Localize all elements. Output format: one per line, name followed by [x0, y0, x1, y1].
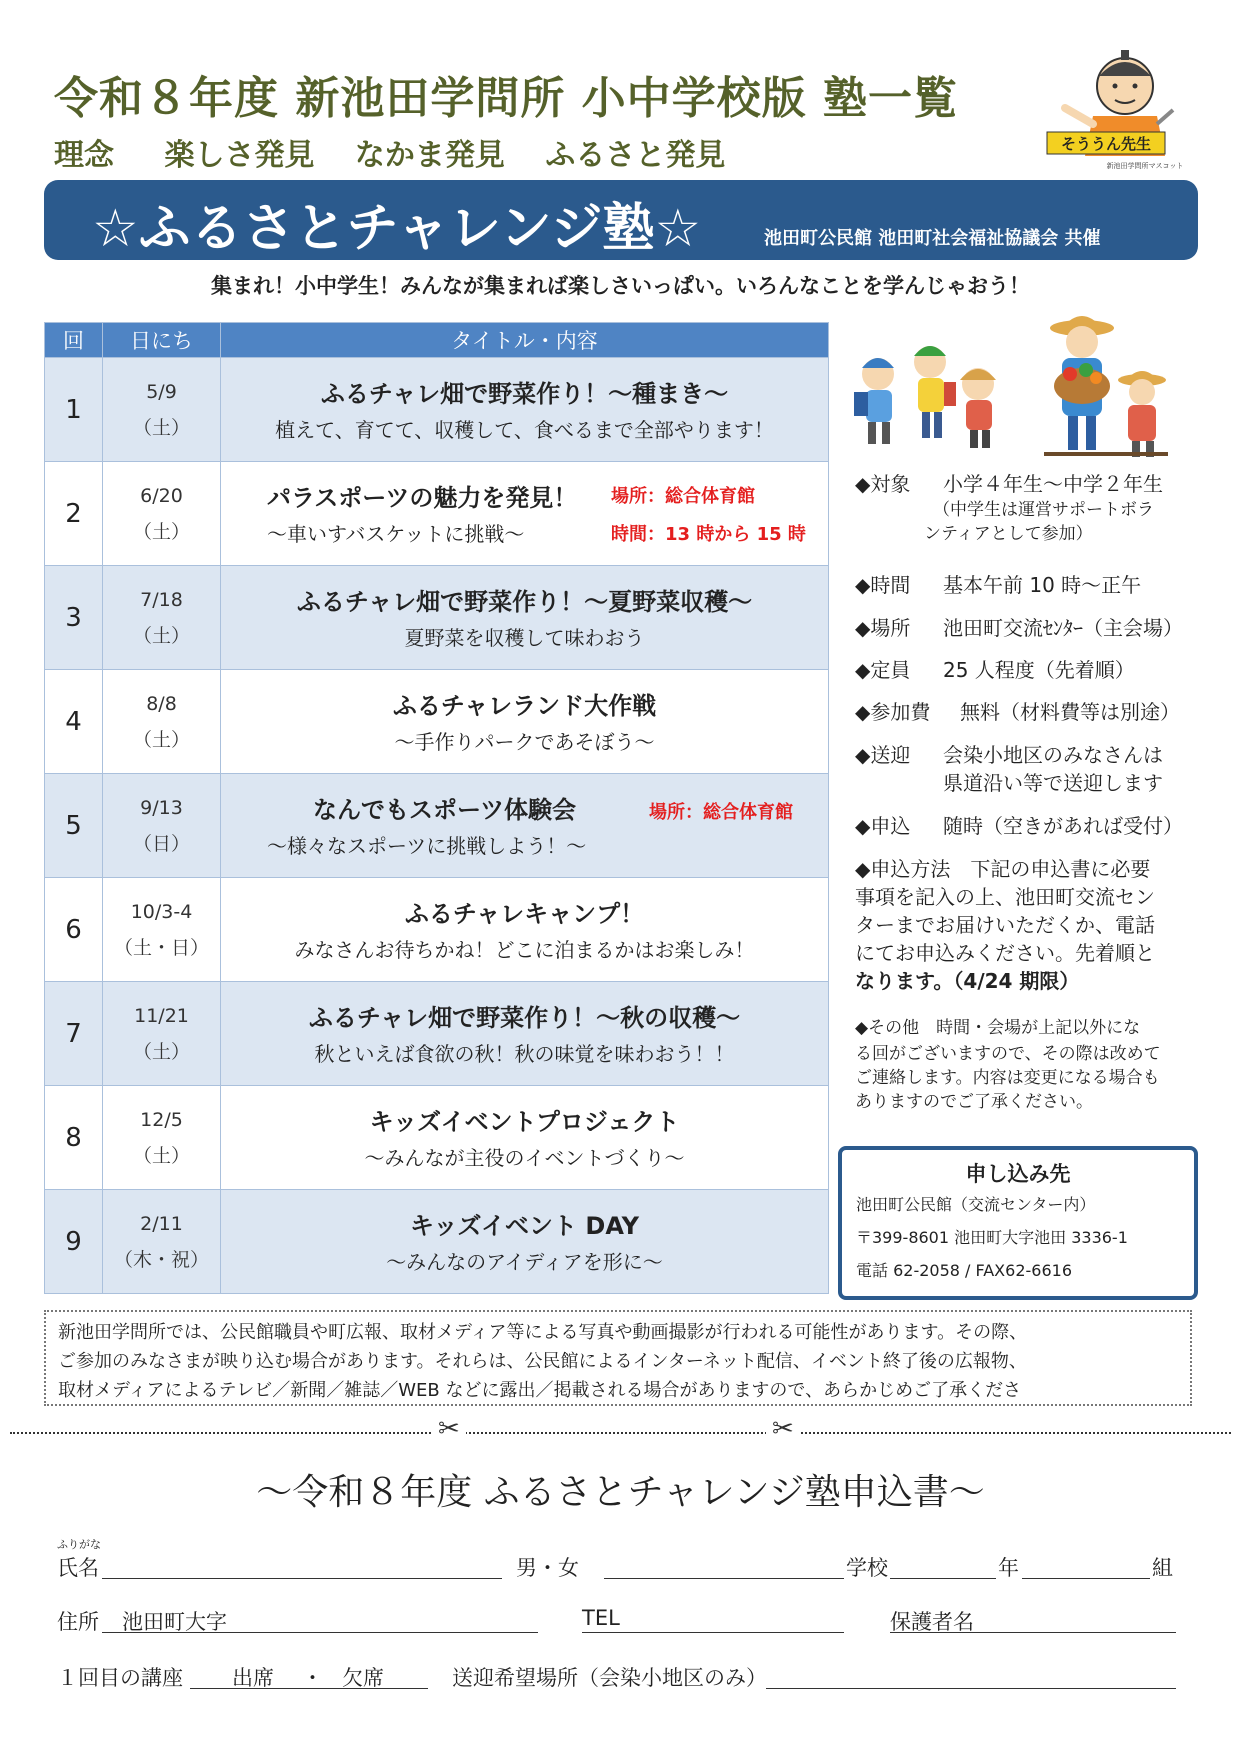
banner [44, 180, 1198, 260]
session-date [103, 982, 221, 1086]
name-label: 氏名 [57, 1556, 99, 1580]
info-other: ◆その他 時間・会場が上記以外にな [855, 1018, 1141, 1038]
tel-label: TEL [582, 1606, 620, 1630]
info-value: 無料（材料費等は別途） [960, 700, 1180, 724]
info-apply [855, 812, 1183, 840]
date-text: 8/8 [146, 692, 177, 715]
col-header-no: 回 [45, 323, 103, 358]
contact-phone: 電話 62-2058 / FAX62-6616 [856, 1261, 1072, 1280]
info-value: 池田町交流ｾﾝﾀｰ（主会場） [943, 616, 1183, 640]
page-title: 令和８年度 新池田学問所 小中学校版 塾一覧 [54, 73, 958, 124]
session-subtitle: 植えて、育てて、収穫して、食べるまで全部やります！ [275, 417, 774, 442]
motto-label: 理念 [54, 138, 114, 173]
address-field[interactable] [102, 1632, 538, 1633]
grade-label: 年 [998, 1556, 1019, 1580]
info-other: る回がございますので、その際は改めて [855, 1044, 1161, 1064]
session-date [103, 566, 221, 670]
class-label: 組 [1152, 1556, 1173, 1580]
time-note: 時間：13 時から 15 時 [611, 524, 806, 545]
session-date [103, 670, 221, 774]
guardian-label: 保護者名 [890, 1610, 974, 1634]
contact-address: 〒399-8601 池田町大字池田 3336-1 [856, 1228, 1128, 1247]
session-title: ふるチャレ畑で野菜作り！～秋の収穫～ [308, 1003, 741, 1032]
session-subtitle: 秋といえば食欲の秋！秋の味覚を味わおう！！ [314, 1041, 735, 1066]
motto-item: ふるさと発見 [545, 138, 726, 173]
info-capacity [855, 656, 1135, 684]
table-row [45, 670, 829, 774]
info-pickup [855, 741, 1163, 769]
day-text: （土） [132, 1144, 190, 1167]
info-value: 基本午前 10 時～正午 [943, 573, 1142, 597]
date-text: 9/13 [140, 796, 183, 819]
pickup-label: 送迎希望場所（会染小地区のみ） [452, 1666, 767, 1690]
motto [54, 130, 755, 174]
session-number: 4 [45, 670, 103, 774]
farmers-illustration [1040, 308, 1172, 460]
separator-dot: ・ [302, 1666, 323, 1690]
attend-option[interactable]: 出席 [232, 1666, 274, 1690]
table-row [45, 1086, 829, 1190]
session-content [221, 462, 829, 566]
banner-title: ☆ふるさとチャレンジ塾☆ [92, 199, 702, 259]
school-label: 学校 [846, 1556, 888, 1580]
session-subtitle: ～手作りパークであそぼう～ [394, 729, 655, 754]
disclaimer-line: 取材メディアによるテレビ／新聞／雑誌／WEB などに露出／掲載される場合がありますので、あらかじめご了承くださ [58, 1380, 1022, 1401]
session-number: 7 [45, 982, 103, 1086]
class-field[interactable] [1022, 1578, 1150, 1579]
date-text: 2/11 [140, 1212, 183, 1235]
date-text: 11/21 [134, 1004, 189, 1027]
info-value: 随時（空きがあれば受付） [943, 814, 1183, 838]
session-title: なんでもスポーツ体験会 [313, 795, 577, 824]
session-date [103, 774, 221, 878]
day-text: （土） [132, 416, 190, 439]
contact-org: 池田町公民館（交流センター内） [856, 1195, 1096, 1214]
session-subtitle: 夏野菜を収穫して味わおう [404, 625, 645, 650]
place-note: 場所：総合体育館 [649, 802, 793, 823]
table-row [45, 462, 829, 566]
scissors-icon: ✂ [766, 1414, 800, 1444]
session-date [103, 1190, 221, 1294]
session-subtitle: みなさんお待ちかね！どこに泊まるかはお楽しみ！ [294, 937, 755, 962]
info-label: ◆時間 [855, 573, 911, 597]
info-method: ターまでお届けいただくか、電話 [855, 913, 1155, 937]
furigana-label: ふりがな [57, 1538, 101, 1551]
table-row [45, 878, 829, 982]
session-date [103, 878, 221, 982]
col-header-title: タイトル・内容 [221, 323, 829, 358]
grade-field[interactable] [890, 1578, 996, 1579]
place-note: 場所：総合体育館 [611, 486, 755, 507]
info-target-note: （中学生は運営サポートボラ [933, 500, 1154, 520]
session-subtitle: ～車いすバスケットに挑戦～ [267, 521, 525, 546]
info-label: ◆申込 [855, 814, 911, 838]
day-text: （土） [132, 728, 190, 751]
session-content [221, 774, 829, 878]
address-prefill: 池田町大字 [122, 1610, 227, 1634]
disclaimer-line: 新池田学問所では、公民館職員や町広報、取材メディア等による写真や動画撮影が行われる可能性があります。その際、 [58, 1322, 1028, 1343]
day-text: （土・日） [113, 936, 209, 959]
gender-choice[interactable]: 男・女 [516, 1556, 579, 1580]
session-content [221, 1086, 829, 1190]
info-place [855, 614, 1183, 642]
motto-item: なかま発見 [354, 138, 505, 173]
session-content [221, 566, 829, 670]
session-title: キッズイベントプロジェクト [369, 1107, 680, 1136]
session-subtitle: ～様々なスポーツに挑戦しよう！～ [267, 833, 587, 858]
first-session-label: １回目の講座 [57, 1666, 183, 1690]
day-text: （土） [132, 624, 190, 647]
table-header-row [45, 323, 829, 358]
mascot-label: そううん先生 [1060, 135, 1152, 153]
session-content [221, 358, 829, 462]
info-label: ◆参加費 [855, 700, 931, 724]
guardian-field[interactable] [890, 1632, 1176, 1633]
info-pickup-2: 県道沿い等で送迎します [943, 771, 1163, 795]
session-content [221, 1190, 829, 1294]
session-date [103, 358, 221, 462]
table-row [45, 566, 829, 670]
session-title: ふるチャレキャンプ！ [404, 899, 645, 928]
school-field[interactable] [604, 1578, 844, 1579]
session-number: 8 [45, 1086, 103, 1190]
name-field[interactable] [102, 1578, 502, 1579]
col-header-date: 日にち [103, 323, 221, 358]
day-text: （土） [132, 1040, 190, 1063]
table-row [45, 1190, 829, 1294]
date-text: 6/20 [140, 484, 183, 507]
attendance-underline [190, 1688, 428, 1689]
session-number: 3 [45, 566, 103, 670]
session-title: ふるチャレ畑で野菜作り！～種まき～ [320, 379, 729, 408]
session-title: パラスポーツの魅力を発見！ [267, 483, 578, 512]
address-label: 住所 [57, 1610, 99, 1634]
session-title: キッズイベント DAY [410, 1211, 639, 1240]
info-other: ご連絡します。内容は変更になる場合も [855, 1068, 1160, 1088]
info-label: ◆対象 [855, 472, 911, 496]
session-content [221, 982, 829, 1086]
session-number: 6 [45, 878, 103, 982]
mascot-illustration [1045, 46, 1191, 174]
info-target [855, 470, 1163, 498]
info-label: ◆送迎 [855, 743, 911, 767]
session-number: 2 [45, 462, 103, 566]
contact-heading: 申し込み先 [965, 1162, 1071, 1186]
session-number: 1 [45, 358, 103, 462]
info-method: にてお申込みください。先着順と [855, 941, 1155, 965]
session-number: 9 [45, 1190, 103, 1294]
mascot-sub: 新池田学問所マスコット [1106, 162, 1184, 170]
session-content [221, 878, 829, 982]
date-text: 7/18 [140, 588, 183, 611]
day-text: （土） [132, 520, 190, 543]
info-value: 25 人程度（先着順） [943, 658, 1135, 682]
kids-illustration [848, 334, 1014, 452]
info-method: ◆申込方法 下記の申込書に必要 [855, 857, 1151, 881]
info-label: ◆場所 [855, 616, 911, 640]
photo-disclaimer [44, 1310, 1192, 1406]
table-row [45, 982, 829, 1086]
day-text: （日） [132, 832, 190, 855]
table-row [45, 774, 829, 878]
tel-field[interactable] [582, 1632, 844, 1633]
session-subtitle: ～みんなが主役のイベントづくり～ [364, 1145, 685, 1170]
session-title: ふるチャレランド大作戦 [392, 691, 657, 720]
table-row [45, 358, 829, 462]
info-method: なります。（4/24 期限） [855, 969, 1080, 993]
info-label: ◆定員 [855, 658, 911, 682]
date-text: 12/5 [140, 1108, 183, 1131]
info-other: ありますのでご了承ください。 [855, 1092, 1093, 1112]
info-target-note: ンティアとして参加） [924, 524, 1093, 544]
schedule-table [44, 322, 829, 1294]
session-subtitle: ～みんなのアイディアを形に～ [386, 1249, 663, 1274]
session-content [221, 670, 829, 774]
info-method: 事項を記入の上、池田町交流セン [855, 885, 1155, 909]
motto-item: 楽しさ発見 [164, 138, 315, 173]
disclaimer-line: ご参加のみなさまが映り込む場合があります。それらは、公民館によるインターネット配信、イベント終了後の広報物、 [58, 1351, 1027, 1372]
day-text: （木・祝） [113, 1248, 209, 1271]
form-title: ～令和８年度 ふるさとチャレンジ塾申込書～ [256, 1472, 985, 1513]
catchphrase: 集まれ！小中学生！みんなが集まれば楽しさいっぱい。いろんなことを学んじゃおう！ [211, 274, 1030, 298]
scissors-icon: ✂ [432, 1414, 466, 1444]
info-value: 小学４年生～中学２年生 [943, 472, 1163, 496]
date-text: 10/3-4 [130, 900, 193, 923]
date-text: 5/9 [146, 380, 177, 403]
pickup-field[interactable] [766, 1688, 1176, 1689]
absent-option[interactable]: 欠席 [342, 1666, 384, 1690]
info-time [855, 571, 1141, 599]
banner-organizers: 池田町公民館 池田町社会福祉協議会 共催 [764, 228, 1101, 249]
session-number: 5 [45, 774, 103, 878]
session-date [103, 462, 221, 566]
contact-box [838, 1146, 1198, 1300]
cut-line [10, 1432, 1231, 1434]
session-title: ふるチャレ畑で野菜作り！～夏野菜収穫～ [296, 587, 753, 616]
info-value: 会染小地区のみなさんは [943, 743, 1163, 767]
session-date [103, 1086, 221, 1190]
info-fee [855, 698, 1180, 726]
